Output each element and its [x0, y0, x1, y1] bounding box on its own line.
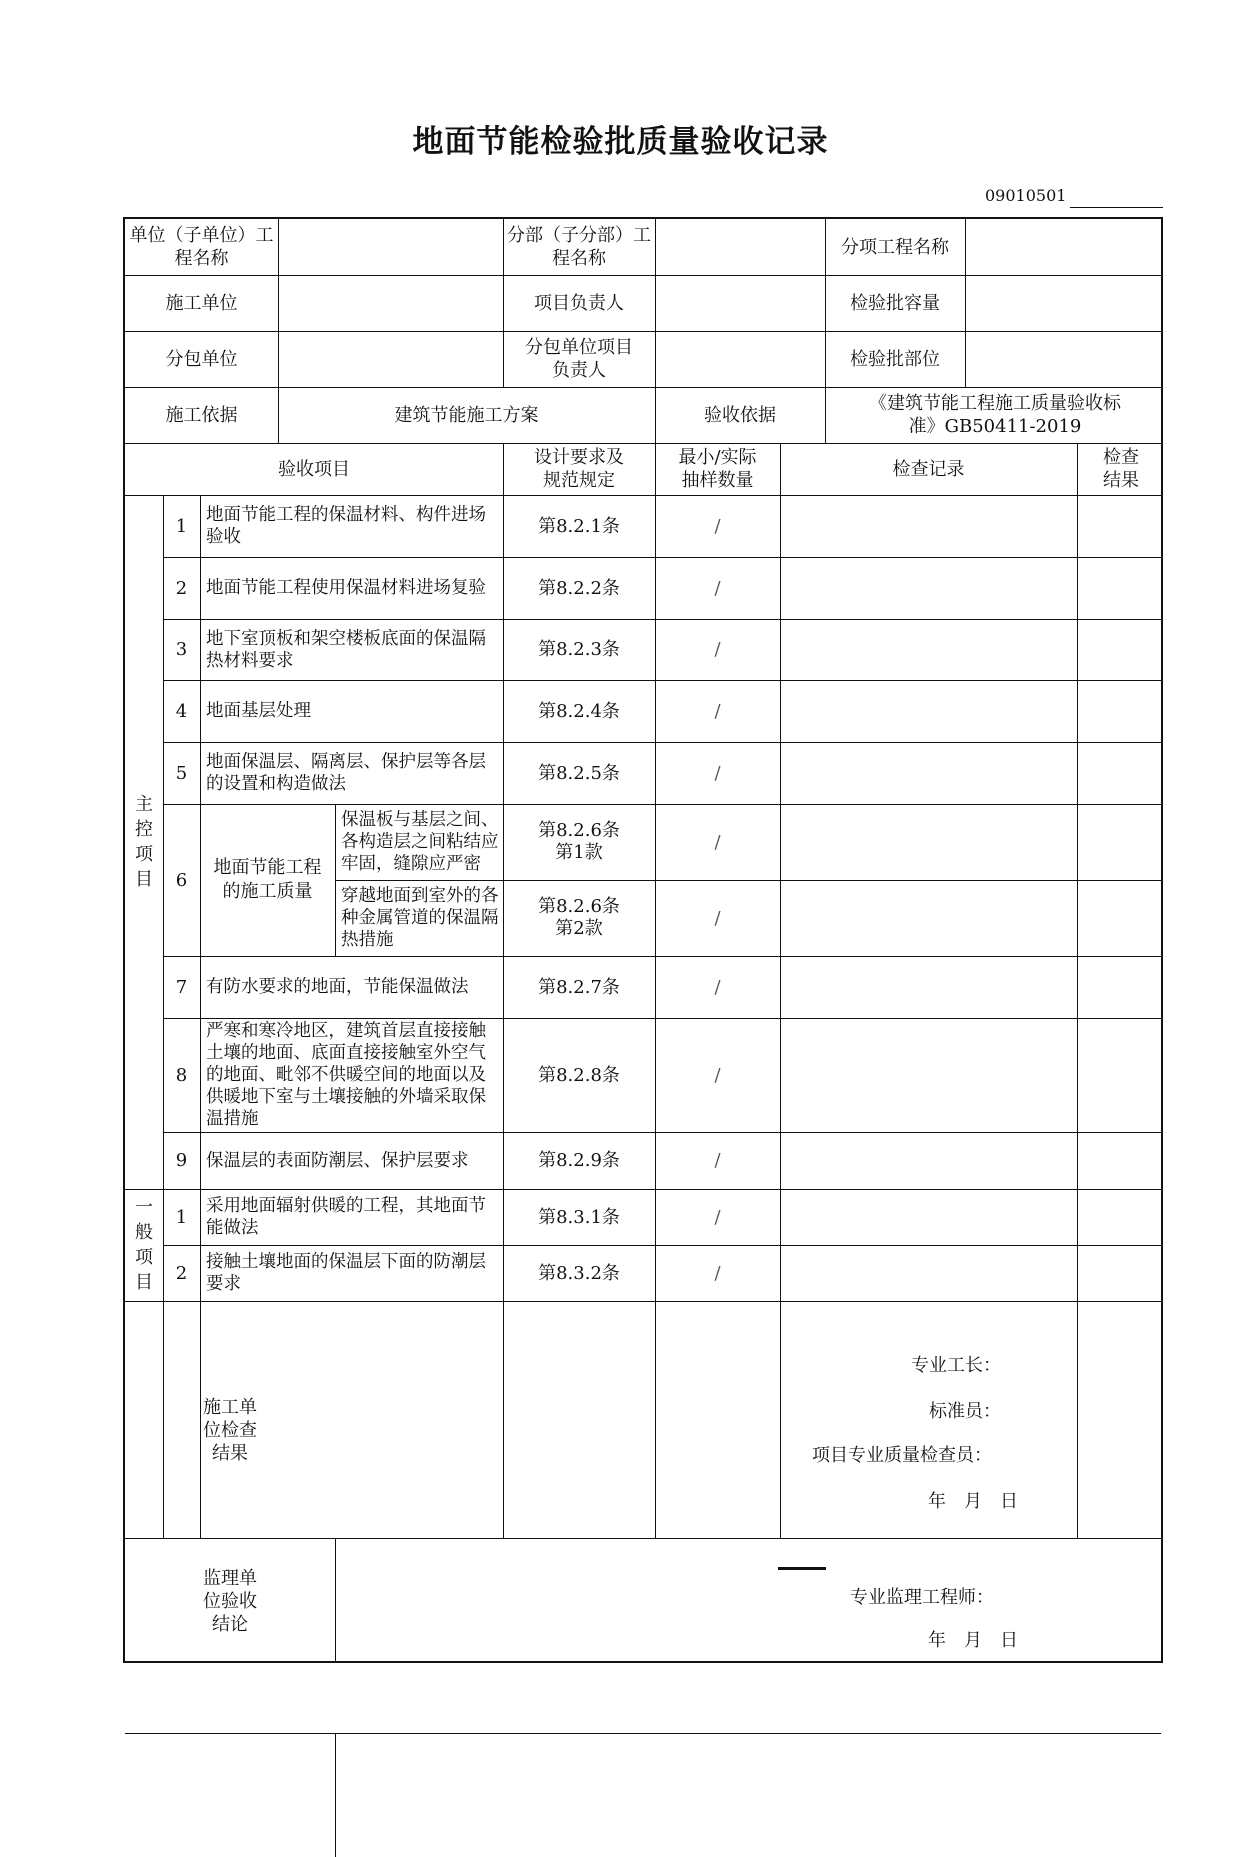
batch-capacity-label: 检验批容量	[850, 292, 940, 314]
unit-value-cell[interactable]	[278, 219, 503, 275]
main-item-text: 地面保温层、隔离层、保护层等各层的设置和构造做法	[206, 752, 486, 794]
col-record-header: 检查记录	[892, 458, 965, 480]
main-item-sample: /	[714, 700, 721, 722]
gen-item-record-cell[interactable]	[780, 1189, 1077, 1245]
supervisor-date: 年 月 日	[928, 1630, 1018, 1651]
form-code-underline	[1070, 207, 1163, 208]
main-item-result-cell[interactable]	[1077, 680, 1165, 742]
main-item-clause: 第8.2.3条	[538, 639, 620, 660]
row-line	[125, 1301, 1161, 1302]
signature-mark	[778, 1567, 826, 1570]
basis-value: 建筑节能施工方案	[394, 404, 539, 426]
main-item-clause: 第8.2.9条	[538, 1150, 620, 1171]
gen-item-result-cell[interactable]	[1077, 1245, 1165, 1301]
main-item-record-cell[interactable]	[780, 956, 1077, 1018]
main-item-no: 7	[175, 976, 188, 998]
supervising-engineer-label: 专业监理工程师：	[850, 1587, 994, 1608]
item6-no: 6	[175, 869, 188, 891]
main-item-record-cell[interactable]	[780, 680, 1077, 742]
subcontractor-label: 分包单位	[165, 348, 238, 370]
gen-item-no: 1	[175, 1206, 188, 1228]
basis-label: 施工依据	[165, 404, 238, 426]
col-result-header: 检查结果	[1103, 447, 1139, 491]
item6-group: 地面节能工程的施工质量	[213, 857, 322, 902]
main-item-record-cell[interactable]	[780, 1018, 1077, 1132]
supervisor-check-label: 监理单位验收结论	[203, 1567, 257, 1635]
main-item-text: 地面节能工程使用保温材料进场复验	[206, 578, 486, 598]
main-item-no: 9	[175, 1150, 188, 1171]
main-item-text: 地下室顶板和架空楼板底面的保温隔热材料要求	[206, 628, 486, 671]
item6-sub-text: 穿越地面到室外的各种金属管道的保温隔热措施	[341, 886, 499, 950]
contractor-date: 年 月 日	[928, 1491, 1018, 1512]
item6-sub-text: 保温板与基层之间、各构造层之间粘结应牢固，缝隙应严密	[341, 810, 499, 874]
item6-sub-sample: /	[714, 907, 721, 929]
subdivision-label: 分部（子分部）工程名称	[507, 225, 651, 269]
main-item-sample: /	[714, 577, 721, 599]
contractor-check-label-box	[120, 1396, 340, 1464]
main-item-result-cell[interactable]	[1077, 619, 1165, 680]
main-item-text: 地面节能工程的保温材料、构件进场验收	[206, 505, 486, 547]
subitem-value-cell[interactable]	[965, 219, 1165, 275]
sub-manager-label: 分包单位项目负责人	[525, 337, 633, 381]
main-item-text: 地面基层处理	[206, 701, 311, 721]
acceptance-basis-label: 验收依据	[704, 404, 776, 426]
main-item-no: 2	[175, 577, 188, 599]
main-item-text: 有防水要求的地面，节能保温做法	[206, 977, 469, 997]
main-item-sample: /	[714, 1150, 721, 1171]
item6-sub-clause: 第8.2.6条第1款	[538, 820, 620, 863]
standard-officer-label: 标准员：	[929, 1401, 1001, 1422]
gen-item-sample: /	[714, 1262, 721, 1284]
foreman-label: 专业工长：	[911, 1355, 1001, 1376]
page-title: 地面节能检验批质量验收记录	[412, 124, 829, 160]
acceptance-basis-value: 《建筑节能工程施工质量验收标准》GB50411-2019	[869, 393, 1121, 437]
gen-item-text: 采用地面辐射供暖的工程，其地面节能做法	[206, 1196, 486, 1238]
main-item-sample: /	[714, 1064, 721, 1086]
item6-sub-clause: 第8.2.6条第2款	[538, 896, 620, 939]
form-code	[985, 186, 1163, 208]
main-item-no: 8	[175, 1064, 188, 1086]
subdivision-value-cell[interactable]	[655, 219, 825, 275]
main-item-record-cell[interactable]	[780, 742, 1077, 804]
main-item-result-cell[interactable]	[1077, 742, 1165, 804]
col-sample-header: 最小/实际抽样数量	[678, 447, 757, 491]
main-item-no: 3	[175, 639, 188, 660]
item6-sub-result-cell[interactable]	[1077, 804, 1165, 880]
main-item-result-cell[interactable]	[1077, 1132, 1165, 1189]
main-item-sample: /	[714, 639, 721, 660]
item6-sub-record-cell[interactable]	[780, 804, 1077, 880]
contractor-check-label: 施工单位检查结果	[203, 1396, 257, 1464]
main-item-result-cell[interactable]	[1077, 557, 1165, 619]
supervisor-check-label-box	[120, 1567, 340, 1635]
item6-sub-record-cell[interactable]	[780, 880, 1077, 956]
main-item-clause: 第8.2.7条	[538, 976, 620, 998]
main-item-text: 严寒和寒冷地区，建筑首层直接接触土壤的地面、底面直接接触室外空气的地面、毗邻不供暖空间的地面以及供暖地下室与土壤接触的外墙采取保温措施	[206, 1021, 486, 1129]
main-item-sample: /	[714, 762, 721, 784]
gen-item-text: 接触土壤地面的保温层下面的防潮层要求	[206, 1252, 486, 1294]
col-line	[335, 1733, 336, 1857]
main-control-label: 主控项目	[135, 794, 153, 890]
main-item-clause: 第8.2.8条	[538, 1064, 620, 1086]
contractor-label: 施工单位	[165, 292, 238, 314]
row-line	[125, 1538, 1161, 1539]
quality-inspector-label: 项目专业质量检查员：	[812, 1445, 992, 1466]
main-item-no: 4	[175, 700, 188, 722]
unit-label: 单位（子单位）工程名称	[129, 225, 274, 269]
subitem-label: 分项工程名称	[841, 236, 949, 258]
main-item-clause: 第8.2.4条	[538, 700, 620, 722]
general-item-label: 一般项目	[135, 1197, 153, 1293]
main-item-record-cell[interactable]	[780, 557, 1077, 619]
gen-item-sample: /	[714, 1206, 721, 1228]
form-code-number: 09010501	[985, 186, 1067, 205]
main-item-clause: 第8.2.1条	[538, 515, 620, 537]
gen-item-result-cell[interactable]	[1077, 1189, 1165, 1245]
col-design-header: 设计要求及规范规定	[534, 447, 624, 491]
col-item-header: 验收项目	[278, 458, 350, 480]
main-item-sample: /	[714, 976, 721, 998]
main-item-result-cell[interactable]	[1077, 495, 1165, 557]
item6-sub-result-cell[interactable]	[1077, 880, 1165, 956]
project-manager-label: 项目负责人	[534, 292, 624, 314]
row-line	[125, 1733, 1161, 1734]
main-item-sample: /	[714, 515, 721, 537]
main-item-record-cell[interactable]	[780, 619, 1077, 680]
gen-item-no: 2	[175, 1262, 188, 1284]
gen-item-record-cell[interactable]	[780, 1245, 1077, 1301]
gen-item-clause: 第8.3.1条	[538, 1206, 620, 1228]
main-item-text: 保温层的表面防潮层、保护层要求	[206, 1150, 469, 1171]
batch-location-label: 检验批部位	[850, 348, 940, 370]
main-item-record-cell[interactable]	[780, 495, 1077, 557]
main-item-record-cell[interactable]	[780, 1132, 1077, 1189]
main-item-clause: 第8.2.5条	[538, 762, 620, 784]
main-item-no: 5	[175, 762, 188, 784]
item6-sub-sample: /	[714, 831, 721, 853]
main-item-result-cell[interactable]	[1077, 956, 1165, 1018]
main-item-no: 1	[175, 515, 188, 537]
gen-item-clause: 第8.3.2条	[538, 1262, 620, 1284]
main-item-result-cell[interactable]	[1077, 1018, 1165, 1132]
main-item-clause: 第8.2.2条	[538, 577, 620, 599]
